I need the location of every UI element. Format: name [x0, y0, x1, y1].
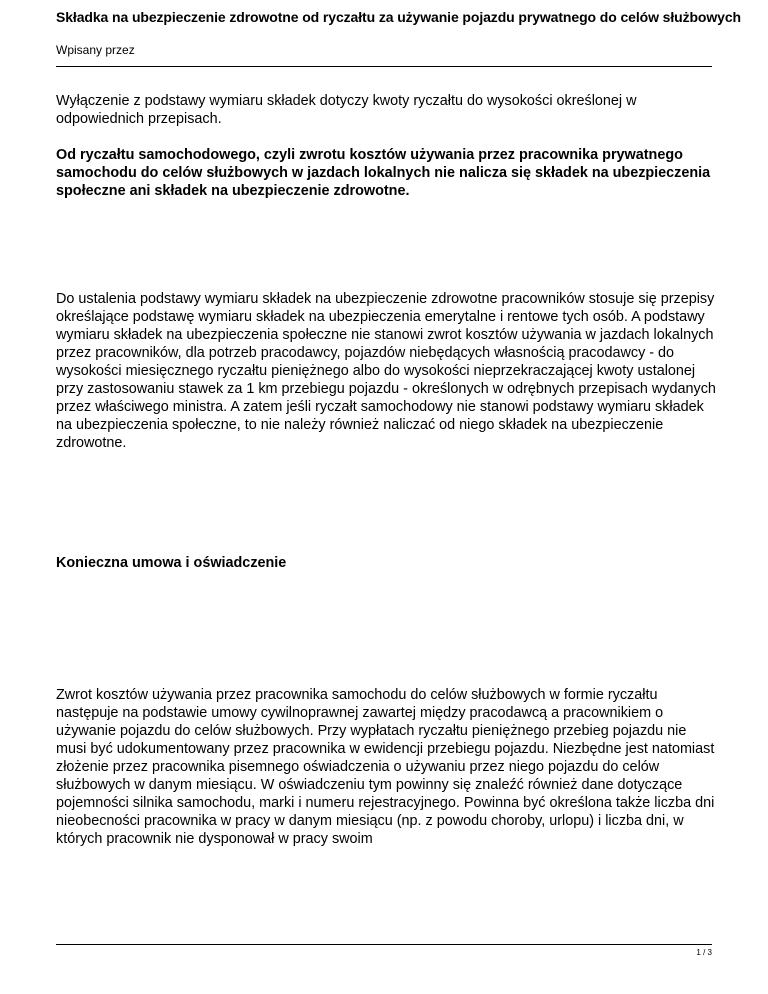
document-title: Składka na ubezpieczenie zdrowotne od ryczałtu za używanie pojazdu prywatnego do celów służbowych: [56, 9, 741, 25]
body-paragraph-1: Do ustalenia podstawy wymiaru składek na ubezpieczenie zdrowotne pracowników stosuje się przepisy określające podstawę wymiaru składek na ubezpieczenia emerytalne i rentowe tych osób. A podstawy wymiaru składek na ubezpieczenia społeczne nie stanowi zwrot kosztów używania w jazdach lokalnych przez pracowników, dla potrzeb pracodawcy, pojazdów niebędących własnością pracodawcy - do wysokości miesięcznego ryczałtu pieniężnego albo do wysokości nieprzekraczającej kwoty ustalonej przy zastosowaniu stawek za 1 km przebiegu pojazdu - określonych w odrębnych przepisach wydanych przez właściwego ministra. A zatem jeśli ryczałt samochodowy nie stanowi podstawy wymiaru składek na ubezpieczenia społeczne, to nie należy również naliczać od niego składek na ubezpieczenie zdrowotne.: [56, 291, 716, 451]
header-divider: [56, 66, 712, 67]
author-line: Wpisany przez: [56, 43, 135, 57]
intro-paragraph: Wyłączenie z podstawy wymiaru składek dotyczy kwoty ryczałtu do wysokości określonej w odpowiednich przepisach.: [56, 93, 637, 127]
page-number: 1 / 3: [696, 948, 712, 957]
body-paragraph-2: Zwrot kosztów używania przez pracownika samochodu do celów służbowych w formie ryczałtu następuje na podstawie umowy cywilnoprawnej zawartej między pracodawcą a pracownikiem o używanie pojazdu do celów służbowych. Przy wypłatach ryczałtu pieniężnego przebieg pojazdu nie musi być udokumentowany przez pracownika w ewidencji przebiegu pojazdu. Niezbędne jest natomiast złożenie przez pracownika pisemnego oświadczenia o używaniu przez niego pojazdu do celów służbowych w danym miesiącu. W oświadczeniu tym powinny się znaleźć również dane dotyczące pojemności silnika samochodu, marki i numeru rejestracyjnego. Powinna być określona także liczba dni nieobecności pracownika w pracy w danym miesiącu (np. z powodu choroby, urlopu) i liczba dni, w których pracownik nie dysponował w pracy swoim: [56, 687, 715, 847]
lead-paragraph: Od ryczałtu samochodowego, czyli zwrotu kosztów używania przez pracownika prywatnego samochodu do celów służbowych w jazdach lokalnych nie nalicza się składek na ubezpieczenia społeczne ani składek na ubezpieczenie zdrowotne.: [56, 147, 711, 199]
article-body: [56, 92, 716, 848]
page-header: [56, 6, 768, 58]
section-heading: Konieczna umowa i oświadczenie: [56, 555, 287, 571]
footer-divider: [56, 944, 712, 945]
